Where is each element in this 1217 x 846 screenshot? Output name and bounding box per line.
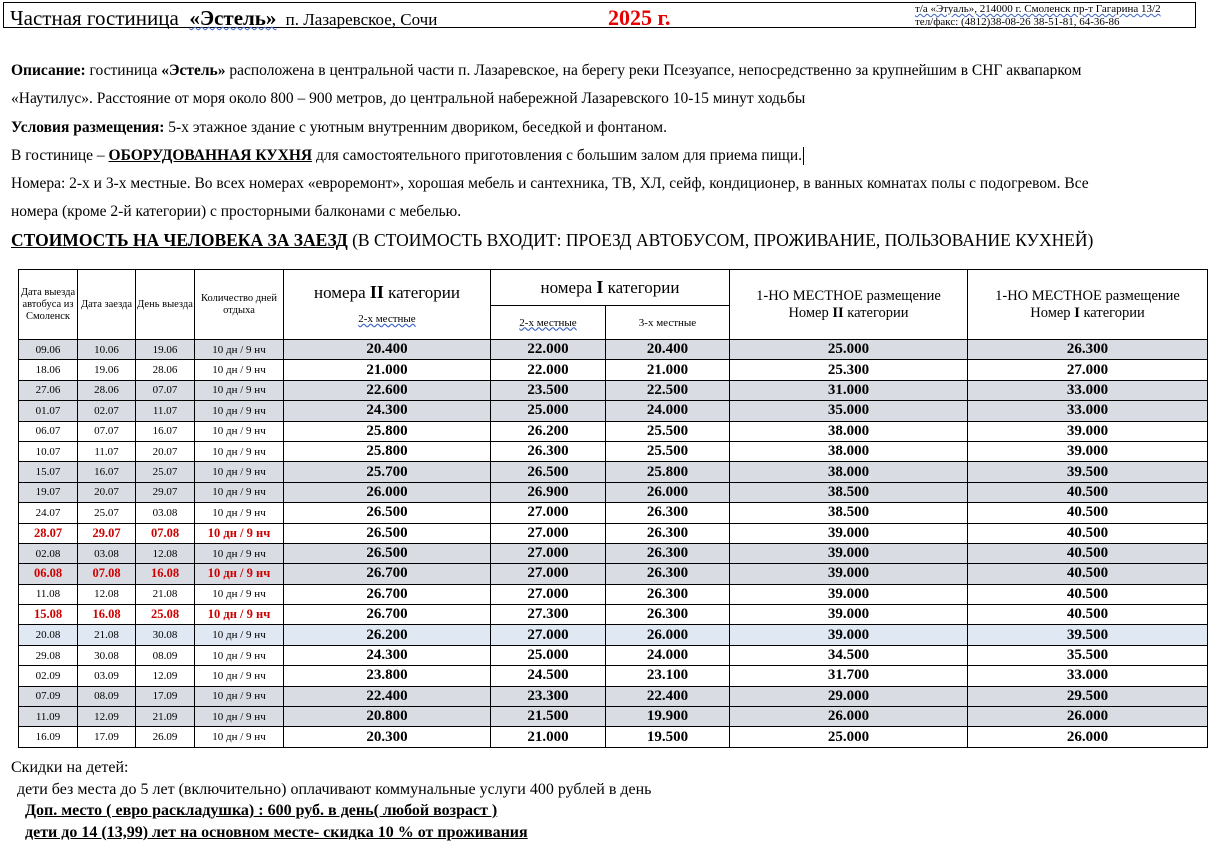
cell-cat1-triple: 21.000 — [606, 360, 730, 380]
cell-arrival: 20.07 — [78, 482, 136, 502]
cell-arrival: 21.08 — [78, 625, 136, 645]
cell-leave: 20.07 — [136, 441, 195, 461]
cell-cat2-double: 26.700 — [284, 584, 491, 604]
conditions-label: Условия размещения: — [11, 118, 165, 136]
col-departure-header: Дата выезда автобуса из Смоленск — [19, 270, 78, 340]
cell-days: 10 дн / 9 нч — [195, 584, 284, 604]
cat2-header: номера II категории 2-х местные — [284, 270, 491, 340]
discount-line-1: дети без места до 5 лет (включительно) оплачивают коммунальные услуги 400 рублей в день — [17, 780, 652, 798]
cell-days: 10 дн / 9 нч — [195, 625, 284, 645]
cell-single-cat1: 39.500 — [968, 625, 1208, 645]
cell-arrival: 29.07 — [78, 523, 136, 543]
agency-contact — [915, 3, 1161, 29]
cell-cat2-double: 21.000 — [284, 360, 491, 380]
single-cat2-header: 1-НО МЕСТНОЕ размещение Номер II категории — [730, 270, 968, 340]
cell-single-cat1: 40.500 — [968, 584, 1208, 604]
cell-days: 10 дн / 9 нч — [195, 482, 284, 502]
cat1-sub-2: 2-х местные — [491, 306, 606, 340]
cost-heading-bold: СТОИМОСТЬ НА ЧЕЛОВЕКА ЗА ЗАЕЗД — [11, 230, 348, 250]
cell-leave: 12.09 — [136, 666, 195, 686]
cell-departure: 02.09 — [19, 666, 78, 686]
cell-single-cat2: 25.000 — [730, 727, 968, 747]
cell-cat2-double: 25.700 — [284, 462, 491, 482]
cell-departure: 15.07 — [19, 462, 78, 482]
cell-cat2-double: 20.400 — [284, 340, 491, 360]
cell-single-cat2: 38.000 — [730, 421, 968, 441]
cell-days: 10 дн / 9 нч — [195, 421, 284, 441]
year-label: 2025 г. — [608, 5, 671, 30]
cell-departure: 06.07 — [19, 421, 78, 441]
cell-days: 10 дн / 9 нч — [195, 340, 284, 360]
title-location: п. Лазаревское, Сочи — [285, 10, 438, 29]
cell-cat1-double: 24.500 — [491, 666, 606, 686]
cell-leave: 11.07 — [136, 401, 195, 421]
cell-leave: 28.06 — [136, 360, 195, 380]
discount-line-3: дети до 14 (13,99) лет на основном месте- скидка 10 % от проживания — [25, 823, 528, 841]
cell-single-cat1: 29.500 — [968, 686, 1208, 706]
cell-single-cat1: 26.000 — [968, 727, 1208, 747]
table-row — [19, 625, 1208, 645]
cell-cat1-double: 25.000 — [491, 401, 606, 421]
cell-single-cat2: 31.000 — [730, 380, 968, 400]
cell-departure: 24.07 — [19, 503, 78, 523]
description-block — [11, 57, 1201, 227]
cost-heading — [11, 230, 1093, 251]
table-row — [19, 727, 1208, 747]
kitchen-line: В гостинице – ОБОРУДОВАННАЯ КУХНЯ для самостоятельного приготовления с большим залом для приема пищи. — [11, 146, 803, 164]
rooms-line-2: номера (кроме 2-й категории) с просторными балконами с мебелью. — [11, 203, 462, 221]
cell-cat1-triple: 26.300 — [606, 543, 730, 563]
cell-single-cat2: 38.500 — [730, 482, 968, 502]
title-prefix: Частная гостиница — [10, 6, 179, 30]
cell-leave: 30.08 — [136, 625, 195, 645]
cell-cat2-double: 24.300 — [284, 401, 491, 421]
agency-phones: тел/факс: (4812)38-08-26 38-51-81, 64-36-86 — [915, 16, 1120, 28]
cell-days: 10 дн / 9 нч — [195, 360, 284, 380]
cell-cat1-double: 27.000 — [491, 625, 606, 645]
cell-arrival: 07.07 — [78, 421, 136, 441]
cell-days: 10 дн / 9 нч — [195, 564, 284, 584]
footer-notes — [11, 757, 651, 843]
table-row — [19, 360, 1208, 380]
price-table — [18, 269, 1208, 748]
cell-leave: 25.08 — [136, 605, 195, 625]
table-row — [19, 707, 1208, 727]
cat2-sub-2: 2-х местные — [358, 313, 416, 325]
table-row — [19, 340, 1208, 360]
cell-cat1-triple: 26.300 — [606, 584, 730, 604]
table-row — [19, 686, 1208, 706]
cell-departure: 11.09 — [19, 707, 78, 727]
cell-cat1-double: 27.000 — [491, 564, 606, 584]
cell-leave: 07.07 — [136, 380, 195, 400]
cell-cat1-double: 26.200 — [491, 421, 606, 441]
cell-cat2-double: 26.500 — [284, 523, 491, 543]
cell-leave: 21.09 — [136, 707, 195, 727]
cell-arrival: 11.07 — [78, 441, 136, 461]
cell-cat1-double: 22.000 — [491, 340, 606, 360]
cell-leave: 03.08 — [136, 503, 195, 523]
cell-single-cat2: 31.700 — [730, 666, 968, 686]
cell-single-cat2: 34.500 — [730, 645, 968, 665]
discounts-label: Скидки на детей: — [11, 759, 129, 776]
cell-days: 10 дн / 9 нч — [195, 441, 284, 461]
table-row — [19, 421, 1208, 441]
cell-single-cat1: 40.500 — [968, 523, 1208, 543]
cell-departure: 15.08 — [19, 605, 78, 625]
cell-days: 10 дн / 9 нч — [195, 605, 284, 625]
cell-cat1-double: 27.000 — [491, 543, 606, 563]
cell-days: 10 дн / 9 нч — [195, 727, 284, 747]
cell-single-cat1: 40.500 — [968, 503, 1208, 523]
cell-cat1-triple: 26.000 — [606, 482, 730, 502]
cell-single-cat2: 29.000 — [730, 686, 968, 706]
cell-single-cat1: 39.500 — [968, 462, 1208, 482]
cell-arrival: 12.08 — [78, 584, 136, 604]
cell-cat1-double: 27.300 — [491, 605, 606, 625]
cell-cat2-double: 20.800 — [284, 707, 491, 727]
cell-cat1-triple: 26.300 — [606, 523, 730, 543]
cell-single-cat2: 39.000 — [730, 605, 968, 625]
desc-line-1: Описание: гостиница «Эстель» расположена в центральной части п. Лазаревское, на берегу реки Псезуапсе, непосредственно за крупнейшим в СНГ аквапарком — [11, 62, 1082, 79]
cell-leave: 26.09 — [136, 727, 195, 747]
table-row — [19, 666, 1208, 686]
cell-departure: 11.08 — [19, 584, 78, 604]
cell-single-cat2: 39.000 — [730, 523, 968, 543]
desc-hotel-name: «Эстель» — [161, 62, 226, 79]
cell-single-cat2: 26.000 — [730, 707, 968, 727]
kitchen-label: ОБОРУДОВАННАЯ КУХНЯ — [108, 146, 313, 164]
table-row — [19, 462, 1208, 482]
cell-leave: 29.07 — [136, 482, 195, 502]
table-row — [19, 605, 1208, 625]
cell-single-cat2: 38.000 — [730, 441, 968, 461]
cell-departure: 18.06 — [19, 360, 78, 380]
cell-departure: 01.07 — [19, 401, 78, 421]
cell-single-cat2: 39.000 — [730, 625, 968, 645]
cell-cat2-double: 26.700 — [284, 564, 491, 584]
cell-arrival: 19.06 — [78, 360, 136, 380]
cell-cat1-triple: 25.800 — [606, 462, 730, 482]
cell-single-cat2: 39.000 — [730, 564, 968, 584]
cell-single-cat2: 25.300 — [730, 360, 968, 380]
cell-single-cat1: 35.500 — [968, 645, 1208, 665]
cell-cat1-triple: 25.500 — [606, 421, 730, 441]
cell-single-cat1: 40.500 — [968, 482, 1208, 502]
header-box — [3, 2, 1196, 28]
cell-arrival: 16.08 — [78, 605, 136, 625]
cell-cat1-double: 27.000 — [491, 523, 606, 543]
cell-days: 10 дн / 9 нч — [195, 686, 284, 706]
cell-cat2-double: 26.700 — [284, 605, 491, 625]
cell-arrival: 16.07 — [78, 462, 136, 482]
cell-cat2-double: 20.300 — [284, 727, 491, 747]
cell-leave: 12.08 — [136, 543, 195, 563]
cell-cat2-double: 22.600 — [284, 380, 491, 400]
cell-cat1-double: 22.000 — [491, 360, 606, 380]
cell-cat1-double: 21.000 — [491, 727, 606, 747]
table-row — [19, 543, 1208, 563]
conditions-line: Условия размещения: 5-х этажное здание с уютным внутренним двориком, беседкой и фонтаном. — [11, 118, 667, 136]
cell-cat2-double: 23.800 — [284, 666, 491, 686]
desc-label: Описание: — [11, 62, 86, 79]
hotel-title — [10, 6, 437, 31]
table-row — [19, 564, 1208, 584]
desc-line-2: «Наутилус». Расстояние от моря около 800 – 900 метров, до центральной набережной Лазаревского 10-15 минут ходьбы — [11, 90, 806, 108]
cost-heading-rest: (В СТОИМОСТЬ ВХОДИТ: ПРОЕЗД АВТОБУСОМ, ПРОЖИВАНИЕ, ПОЛЬЗОВАНИЕ КУХНЕЙ) — [352, 230, 1094, 250]
cell-arrival: 28.06 — [78, 380, 136, 400]
cell-departure: 10.07 — [19, 441, 78, 461]
cell-departure: 16.09 — [19, 727, 78, 747]
cell-cat1-double: 27.000 — [491, 503, 606, 523]
cell-cat1-double: 23.300 — [491, 686, 606, 706]
cell-cat1-triple: 25.500 — [606, 441, 730, 461]
cell-cat1-triple: 26.300 — [606, 564, 730, 584]
cell-cat1-double: 27.000 — [491, 584, 606, 604]
cell-single-cat2: 25.000 — [730, 340, 968, 360]
cell-days: 10 дн / 9 нч — [195, 666, 284, 686]
cell-cat1-triple: 19.500 — [606, 727, 730, 747]
cell-departure: 19.07 — [19, 482, 78, 502]
table-row — [19, 380, 1208, 400]
cell-single-cat1: 26.300 — [968, 340, 1208, 360]
cell-single-cat2: 38.500 — [730, 503, 968, 523]
cell-departure: 20.08 — [19, 625, 78, 645]
cell-cat1-double: 21.500 — [491, 707, 606, 727]
cell-days: 10 дн / 9 нч — [195, 707, 284, 727]
cell-days: 10 дн / 9 нч — [195, 503, 284, 523]
cell-single-cat1: 27.000 — [968, 360, 1208, 380]
cell-single-cat1: 40.500 — [968, 543, 1208, 563]
cell-cat1-triple: 20.400 — [606, 340, 730, 360]
table-row — [19, 441, 1208, 461]
cell-departure: 07.09 — [19, 686, 78, 706]
discount-line-2: Доп. место ( евро раскладушка) : 600 руб. в день( любой возраст ) — [25, 802, 498, 819]
cell-arrival: 25.07 — [78, 503, 136, 523]
cell-single-cat2: 39.000 — [730, 584, 968, 604]
cell-single-cat1: 26.000 — [968, 707, 1208, 727]
table-row — [19, 523, 1208, 543]
cell-days: 10 дн / 9 нч — [195, 543, 284, 563]
cell-cat1-triple: 19.900 — [606, 707, 730, 727]
cell-cat2-double: 24.300 — [284, 645, 491, 665]
table-row — [19, 482, 1208, 502]
cell-cat2-double: 26.500 — [284, 543, 491, 563]
text-cursor — [803, 147, 804, 165]
cell-single-cat1: 33.000 — [968, 380, 1208, 400]
cell-cat1-double: 26.900 — [491, 482, 606, 502]
col-days-header: Количество дней отдыха — [195, 270, 284, 340]
cell-arrival: 12.09 — [78, 707, 136, 727]
cell-single-cat2: 35.000 — [730, 401, 968, 421]
cell-single-cat1: 33.000 — [968, 666, 1208, 686]
cell-cat2-double: 25.800 — [284, 421, 491, 441]
cell-cat2-double: 26.500 — [284, 503, 491, 523]
cell-single-cat1: 39.000 — [968, 441, 1208, 461]
cell-arrival: 08.09 — [78, 686, 136, 706]
cell-arrival: 03.09 — [78, 666, 136, 686]
cell-days: 10 дн / 9 нч — [195, 401, 284, 421]
cell-single-cat2: 39.000 — [730, 543, 968, 563]
cell-leave: 07.08 — [136, 523, 195, 543]
cell-departure: 27.06 — [19, 380, 78, 400]
cell-single-cat1: 40.500 — [968, 564, 1208, 584]
cell-single-cat1: 39.000 — [968, 421, 1208, 441]
cell-leave: 25.07 — [136, 462, 195, 482]
price-table-body — [19, 340, 1208, 748]
cell-cat1-triple: 22.400 — [606, 686, 730, 706]
cell-leave: 19.06 — [136, 340, 195, 360]
agency-address: т/а «Этуаль», 214000 г. Смоленск пр-т Гагарина 13/2 — [915, 3, 1161, 15]
cell-leave: 08.09 — [136, 645, 195, 665]
cat1-header: номера I категории — [491, 270, 730, 306]
single-cat1-header: 1-НО МЕСТНОЕ размещение Номер I категории — [968, 270, 1208, 340]
cell-leave: 21.08 — [136, 584, 195, 604]
cell-single-cat1: 40.500 — [968, 605, 1208, 625]
cell-cat1-double: 26.300 — [491, 441, 606, 461]
col-leave-header: День выезда — [136, 270, 195, 340]
cell-departure: 29.08 — [19, 645, 78, 665]
cell-cat1-triple: 26.300 — [606, 605, 730, 625]
cell-departure: 09.06 — [19, 340, 78, 360]
cell-cat2-double: 22.400 — [284, 686, 491, 706]
cell-departure: 06.08 — [19, 564, 78, 584]
cell-departure: 02.08 — [19, 543, 78, 563]
cell-cat1-triple: 23.100 — [606, 666, 730, 686]
cell-cat1-triple: 22.500 — [606, 380, 730, 400]
cell-arrival: 17.09 — [78, 727, 136, 747]
cell-single-cat2: 38.000 — [730, 462, 968, 482]
cell-arrival: 02.07 — [78, 401, 136, 421]
cell-days: 10 дн / 9 нч — [195, 462, 284, 482]
cell-arrival: 07.08 — [78, 564, 136, 584]
cell-arrival: 30.08 — [78, 645, 136, 665]
table-row — [19, 584, 1208, 604]
rooms-line-1: Номера: 2-х и 3-х местные. Во всех номерах «евроремонт», хорошая мебель и сантехника, ТВ, ХЛ, сейф, кондиционер, в ванных комнатах полы с подогревом. Все — [11, 175, 1089, 193]
col-arrival-header: Дата заезда — [78, 270, 136, 340]
table-row — [19, 645, 1208, 665]
title-name: «Эстель» — [189, 6, 277, 30]
cell-cat2-double: 26.200 — [284, 625, 491, 645]
cell-leave: 17.09 — [136, 686, 195, 706]
cell-cat1-triple: 24.000 — [606, 401, 730, 421]
cell-cat1-double: 26.500 — [491, 462, 606, 482]
table-row — [19, 401, 1208, 421]
cell-leave: 16.07 — [136, 421, 195, 441]
cell-arrival: 10.06 — [78, 340, 136, 360]
table-row — [19, 503, 1208, 523]
cell-cat1-double: 23.500 — [491, 380, 606, 400]
cell-days: 10 дн / 9 нч — [195, 523, 284, 543]
cell-cat1-double: 25.000 — [491, 645, 606, 665]
cell-days: 10 дн / 9 нч — [195, 380, 284, 400]
cell-arrival: 03.08 — [78, 543, 136, 563]
cell-cat1-triple: 24.000 — [606, 645, 730, 665]
cell-leave: 16.08 — [136, 564, 195, 584]
cell-departure: 28.07 — [19, 523, 78, 543]
cell-cat1-triple: 26.300 — [606, 503, 730, 523]
cell-days: 10 дн / 9 нч — [195, 645, 284, 665]
cell-cat2-double: 26.000 — [284, 482, 491, 502]
cell-cat1-triple: 26.000 — [606, 625, 730, 645]
cat1-sub-3: 3-х местные — [606, 306, 730, 340]
cell-cat2-double: 25.800 — [284, 441, 491, 461]
cell-single-cat1: 33.000 — [968, 401, 1208, 421]
